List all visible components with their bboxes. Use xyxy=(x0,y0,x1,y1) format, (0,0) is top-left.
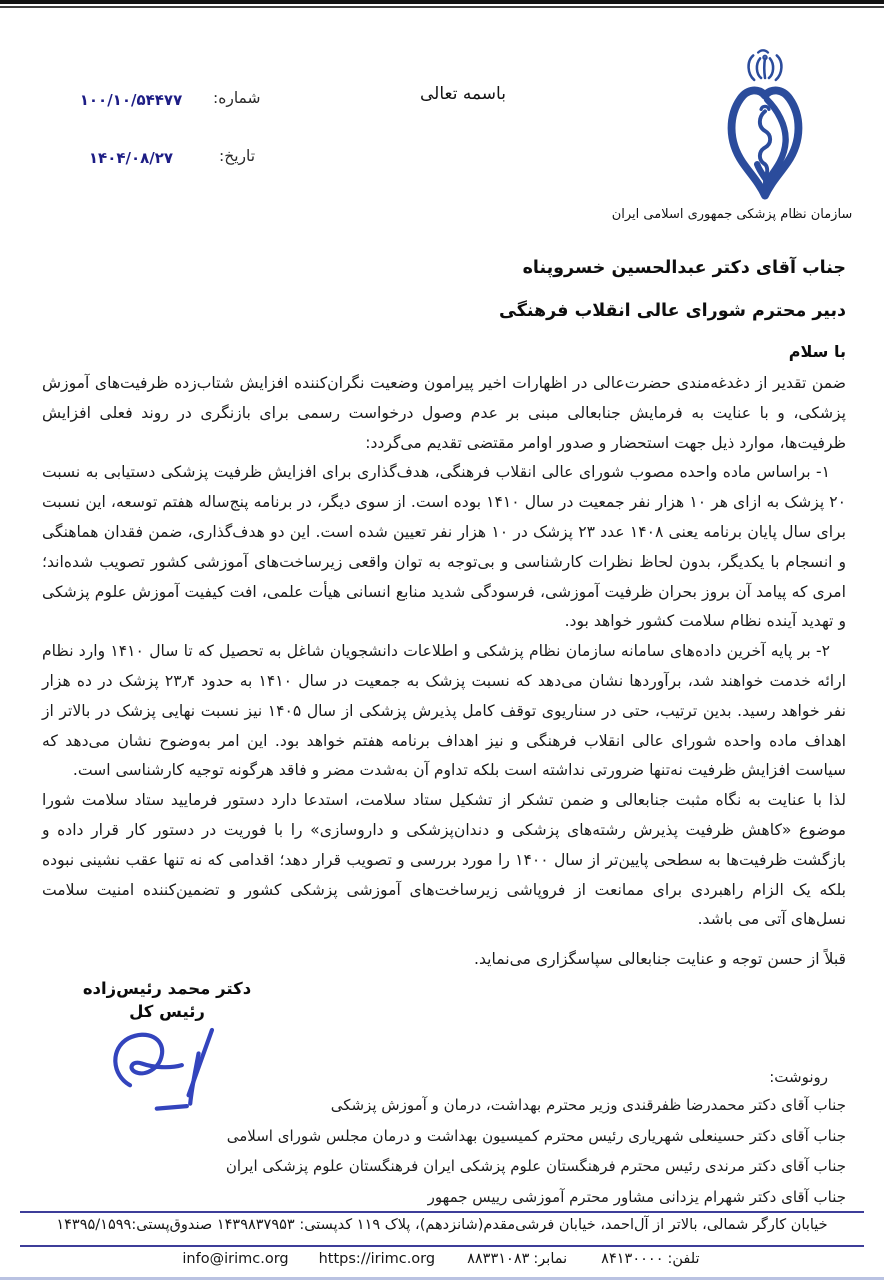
medical-council-emblem-icon xyxy=(716,48,814,206)
cc-label: رونوشت: xyxy=(769,1068,828,1086)
fax-group xyxy=(465,1251,569,1267)
paragraph-item-1: ۱- براساس ماده واحده مصوب شورای عالی انقلاب فرهنگی، هدف‌گذاری برای افزایش ظرفیت پزشکی دستیابی به نسبت ۲۰ پزشک به ازای هر ۱۰ هزار نفر جمعیت در سال ۱۴۱۰ بوده است. از سوی دیگر، در برنامه پنج‌ساله هفتم توسعه، این نسبت برای سال پایان برنامه یعنی ۱۴۰۸ عدد ۲۳ پزشک در ۱۰ هزار نفر تعیین شده است. این دو هدف‌گذاری، ضمن فقدان هماهنگی و انسجام با یکدیگر، بدون لحاظ نظرات کارشناسی و بی‌توجه به توان واقعی زیرساخت‌های آموزشی کشور تصویب شده‌اند؛ امری که پیامد آن بروز بحران ظرفیت آموزشی، فرسودگی شدید منابع انسانی هیأت علمی، افت کیفیت آموزش علوم پزشکی و تهدید آینده نظام سلامت کشور خواهد بود. xyxy=(42,463,846,631)
cc-item: جناب آقای دکتر حسینعلی شهریاری رئیس محترم کمیسیون بهداشت و درمان مجلس شورای اسلامی xyxy=(226,1126,846,1145)
paragraph-closing: قبلاً از حسن توجه و عنایت جنابعالی سپاسگزاری می‌نماید. xyxy=(473,950,846,969)
paragraph-request: لذا با عنایت به نگاه مثبت جنابعالی و ضمن تشکر از تشکیل ستاد سلامت، استدعا دارد دستور فرمایید ستاد سلامت شورا موضوع «کاهش ظرفیت پذیرش رشته‌های پزشکی و دندان‌پزشکی و داروسازی» را با فوریت در دستور کار قرار داده و بازگشت ظرفیت‌ها به سطحی پایین‌تر از سال ۱۴۰۰ را مورد بررسی و تصویب قرار دهد؛ اقدامی که نه تنها عقب نشینی نبوده بلکه یک الزام راهبردی برای ممانعت از فروپاشی زیرساخت‌های آموزشی پزشکی کشور و تضمین‌کننده امنیت سلامت نسل‌های آتی می باشد. xyxy=(42,791,846,929)
cc-item: جناب آقای دکتر مرندی رئیس محترم فرهنگستان علوم پزشکی ایران فرهنگستان علوم پزشکی ایران xyxy=(225,1157,846,1175)
letter-date-value: ۱۴۰۴/۰۸/۲۷ xyxy=(88,149,174,167)
top-border-thin-line xyxy=(0,6,884,8)
signer-title: رئیس کل xyxy=(129,1002,205,1021)
phone-value: ۸۴۱۳۰۰۰۰ xyxy=(601,1251,664,1267)
recipient-title: دبیر محترم شورای عالی انقلاب فرهنگی xyxy=(499,301,846,321)
paragraph-item-2: ۲- بر پایه آخرین داده‌های سامانه سازمان نظام پزشکی و اطلاعات دانشجویان شاغل به تحصیل که تا سال ۱۴۱۰ وارد نظام ارائه خدمت خواهند شد، برآوردها نشان می‌دهد که نسبت پزشک به جمعیت در سال ۱۴۱۰ به حدود ۲۳٫۴ پزشک در ده هزار نفر خواهد رسید. بدین ترتیب، حتی در سناریوی توقف کامل پذیرش پزشکی از سال ۱۴۰۵ نیز نسبت نهایی پزشک در بالاتر از اهداف ماده واحده شورای عالی انقلاب فرهنگی و نیز اهداف برنامه هفتم خواهد بود. این امر به‌وضوح نشان می‌دهد که سیاست افزایش ظرفیت نه‌تنها ضرورتی نداشته است بلکه تداوم آن به‌شدت مضر و فاقد هرگونه توجیه کارشناسی است. xyxy=(42,642,846,780)
recipient-block xyxy=(499,247,846,361)
salutation-text: با سلام xyxy=(788,342,846,361)
phone-group xyxy=(599,1251,701,1267)
bismillah-text: باسمه تعالی xyxy=(420,84,506,104)
letter-date-label: تاریخ: xyxy=(219,147,256,165)
recipient-name: جناب آقای دکتر عبدالحسین خسروپناه xyxy=(522,258,846,278)
top-border-bar xyxy=(0,0,884,4)
letter-number-label: شماره: xyxy=(213,89,261,107)
fax-value: ۸۸۳۳۱۰۸۳ xyxy=(467,1251,530,1267)
cc-item: جناب آقای دکتر شهرام یزدانی مشاور محترم آموزشی رییس جمهور xyxy=(427,1187,846,1206)
cc-block xyxy=(226,1064,846,1212)
phone-label: تلفن: xyxy=(667,1251,700,1267)
website-link[interactable]: https://irimc.org xyxy=(318,1251,436,1267)
paragraph-intro: ضمن تقدیر از دغدغه‌مندی حضرت‌عالی در اظهارات اخیر پیرامون وضعیت نگران‌کننده افزایش شتاب‌زده ظرفیت‌های آموزش پزشکی، و با عنایت به فرمایش جنابعالی مبنی بر عدم وصول درخواست رسمی برای بازنگری در روند فعلی افزایش ظرفیت‌ها، موارد ذیل جهت استحضار و صدور اوامر مقتضی تقدیم می‌گردد: xyxy=(42,374,846,452)
footer-contact-row xyxy=(0,1251,884,1267)
footer-top-rule xyxy=(20,1211,864,1213)
organization-name-calligraphy: سازمان نظام پزشکی جمهوری اسلامی ایران xyxy=(611,207,853,222)
letter-number-value: ۱۰۰/۱۰/۵۴۴۷۷ xyxy=(79,91,183,109)
footer-address: خیابان کارگر شمالی، بالاتر از آل‌احمد، خیابان فرشی‌مقدم(شانزدهم)، پلاک ۱۱۹ کدپستی: ۱۴۳۹۸۳۷۹۵۳ صندوق‌پستی:۱۴۳۹۵/۱۵۹۹ xyxy=(56,1217,828,1233)
email-link[interactable]: info@irimc.org xyxy=(182,1251,289,1267)
signer-name: دکتر محمد رئیس‌زاده xyxy=(82,979,252,998)
fax-label: نمابر: xyxy=(533,1251,568,1267)
footer-bottom-rule xyxy=(20,1245,864,1247)
cc-item: جناب آقای دکتر محمدرضا ظفرقندی وزیر محترم بهداشت، درمان و آموزش پزشکی xyxy=(330,1096,846,1114)
letter-body xyxy=(42,369,846,975)
